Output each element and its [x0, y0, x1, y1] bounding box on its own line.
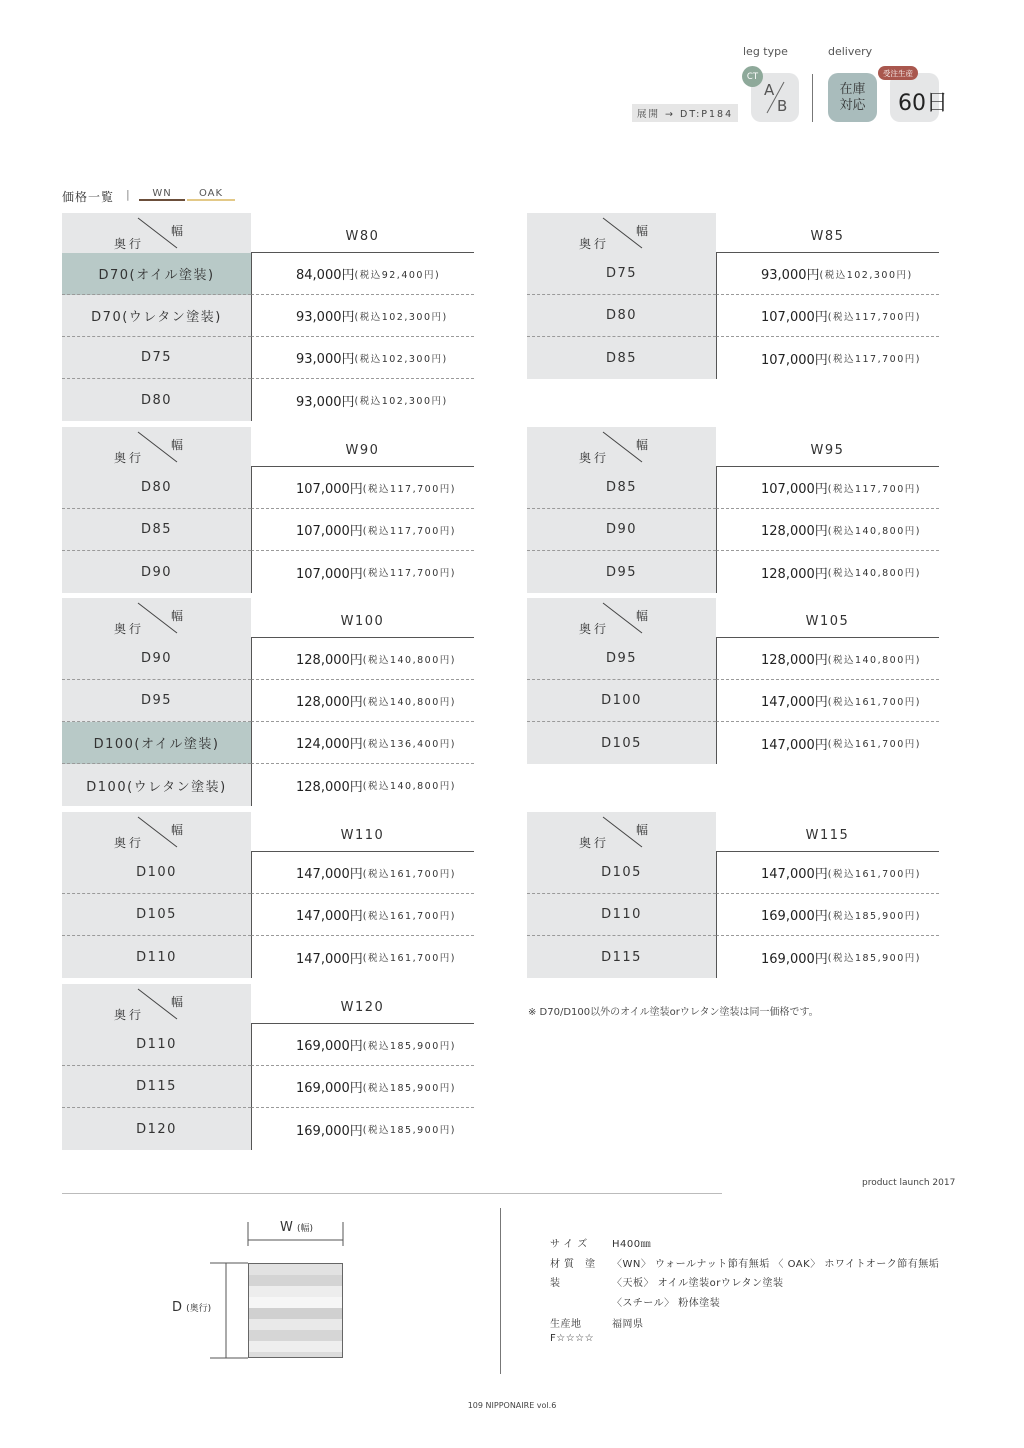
depth-cell: D100: [62, 852, 251, 894]
delivery-days: 60日: [898, 91, 948, 116]
depth-axis-label: 奥行: [114, 1008, 145, 1022]
table-row: [62, 253, 474, 295]
depth-cell: D85: [527, 337, 716, 379]
section-divider: [62, 1193, 722, 1194]
table-row: [62, 551, 474, 593]
depth-axis-label: 奥行: [114, 622, 145, 636]
price-value: 107,000円: [761, 482, 828, 497]
price-value: 147,000円: [296, 909, 363, 924]
table-header: [527, 598, 939, 638]
diagonal-divider-icon: [527, 213, 716, 253]
price-value: 93,000円: [296, 394, 355, 410]
tax-included-price: (税込161,700円): [362, 868, 456, 880]
depth-cell: D105: [527, 722, 716, 764]
tax-included-price: (税込136,400円): [362, 738, 456, 750]
price-cell: [716, 295, 939, 337]
table-row: [62, 467, 474, 509]
tax-included-price: (税込102,300円): [354, 311, 448, 323]
corner-cell: [62, 598, 251, 639]
leg-a-label: A: [764, 81, 775, 99]
table-header: [62, 598, 474, 638]
price-cell: [251, 894, 474, 936]
table-row: [527, 894, 939, 936]
depth-cell: D110: [527, 894, 716, 936]
corner-cell: [527, 598, 716, 639]
price-table: [62, 812, 474, 978]
width-header-cell: [716, 213, 939, 253]
table-row: [527, 680, 939, 722]
price-cell: [716, 638, 939, 680]
price-table: [527, 598, 939, 764]
price-table: [527, 427, 939, 593]
diagonal-divider-icon: [527, 598, 716, 638]
price-table: [62, 213, 474, 421]
price-value: 128,000円: [296, 779, 363, 795]
width-label: W95: [810, 443, 845, 458]
corner-cell: [62, 984, 251, 1025]
table-header: [527, 213, 939, 253]
price-cell: [251, 1066, 474, 1108]
tax-included-price: (税込102,300円): [354, 396, 448, 407]
spec-rating: F☆☆☆☆: [550, 1333, 595, 1344]
tax-included-price: (税込117,700円): [362, 483, 456, 495]
depth-cell: D75: [527, 253, 716, 295]
depth-cell: D70(オイル塗装): [62, 253, 251, 295]
price-value: 169,000円: [296, 1081, 363, 1096]
tax-included-price: (税込140,800円): [827, 568, 921, 579]
tax-included-price: (税込140,800円): [362, 696, 456, 708]
price-value: 107,000円: [296, 566, 363, 582]
price-value: 93,000円: [761, 268, 820, 283]
tax-included-price: (税込140,800円): [362, 654, 456, 666]
tax-included-price: (税込117,700円): [827, 354, 921, 365]
price-cell: [251, 1108, 474, 1150]
width-axis-label: 幅: [636, 823, 649, 837]
table-row: [62, 1024, 474, 1066]
spec-finish-value-steel: 〈スチール〉 粉体塗装: [612, 1298, 721, 1309]
tax-included-price: (税込185,900円): [362, 1082, 456, 1094]
width-axis-label: 幅: [171, 823, 184, 837]
depth-axis-label: 奥行: [114, 836, 145, 850]
width-axis-label: 幅: [636, 224, 649, 238]
price-value: 107,000円: [761, 310, 828, 325]
width-header-cell: [251, 598, 474, 638]
table-row: [62, 379, 474, 421]
tax-included-price: (税込117,700円): [362, 568, 456, 579]
depth-axis-label: 奥行: [114, 451, 145, 465]
price-cell: [251, 467, 474, 509]
depth-cell: D80: [527, 295, 716, 337]
diagram-depth-label: D (奥行): [172, 1300, 212, 1315]
table-row: [62, 722, 474, 764]
width-axis-label: 幅: [171, 438, 184, 452]
table-row: [62, 1108, 474, 1150]
reference-link[interactable]: 展開 → DT:P184: [632, 104, 738, 122]
price-cell: [716, 894, 939, 936]
tax-included-price: (税込92,400円): [354, 269, 441, 281]
width-header-cell: [251, 812, 474, 852]
price-value: 147,000円: [761, 867, 828, 882]
table-row: [62, 852, 474, 894]
tax-included-price: (税込161,700円): [362, 910, 456, 922]
price-value: 147,000円: [761, 737, 828, 753]
price-cell: [251, 680, 474, 722]
tax-included-price: (税込161,700円): [827, 868, 921, 880]
corner-cell: [527, 213, 716, 254]
price-value: 107,000円: [296, 524, 363, 539]
price-value: 147,000円: [296, 951, 363, 967]
tax-included-price: (税込140,800円): [362, 781, 456, 792]
spec-size-label: サイズ: [550, 1239, 592, 1250]
price-table: [62, 427, 474, 593]
table-row: [527, 551, 939, 593]
width-header-cell: [716, 812, 939, 852]
depth-cell: D120: [62, 1108, 251, 1150]
depth-cell: D90: [62, 638, 251, 680]
price-cell: [251, 551, 474, 593]
price-value: 128,000円: [761, 653, 828, 668]
price-cell: [251, 722, 474, 764]
made-to-order-badge: 受注生産: [878, 66, 918, 80]
table-row: [527, 936, 939, 978]
price-value: 147,000円: [296, 867, 363, 882]
width-axis-label: 幅: [171, 995, 184, 1009]
tax-included-price: (税込102,300円): [354, 353, 448, 365]
tax-included-price: (税込117,700円): [827, 483, 921, 495]
spec-material-value: 〈WN〉 ウォールナット節有無垢 〈 OAK〉 ホワイトオーク節有無垢: [612, 1259, 940, 1270]
diagram-width-label: W (幅): [280, 1220, 314, 1235]
ct-badge: CT: [742, 66, 763, 87]
price-value: 169,000円: [761, 951, 828, 967]
width-label: W90: [345, 443, 380, 458]
depth-cell: D95: [527, 551, 716, 593]
depth-cell: D90: [62, 551, 251, 593]
price-value: 93,000円: [296, 352, 355, 367]
table-row: [527, 722, 939, 764]
depth-cell: D115: [62, 1066, 251, 1108]
depth-axis-label: 奥行: [114, 237, 145, 251]
depth-cell: D80: [62, 379, 251, 421]
width-axis-label: 幅: [636, 438, 649, 452]
tax-included-price: (税込140,800円): [827, 654, 921, 666]
table-row: [527, 509, 939, 551]
tabletop-diagram: [248, 1263, 343, 1358]
depth-axis-label: 奥行: [579, 451, 610, 465]
price-cell: [716, 936, 939, 978]
corner-cell: [62, 213, 251, 254]
wood-tag-oak: OAK: [187, 188, 235, 201]
table-row: [527, 852, 939, 894]
depth-cell: D105: [62, 894, 251, 936]
price-value: 169,000円: [296, 1123, 363, 1139]
depth-cell: D70(ウレタン塗装): [62, 295, 251, 337]
price-cell: [716, 722, 939, 764]
page-footer: 109 NIPPONAIRE vol.6: [467, 1401, 557, 1410]
wood-tag-wn: WN: [139, 188, 185, 201]
table-header: [62, 984, 474, 1024]
price-note: ※ D70/D100以外のオイル塗装orウレタン塗装は同一価格です。: [528, 1007, 819, 1018]
price-table: [62, 598, 474, 806]
price-cell: [251, 337, 474, 379]
tax-included-price: (税込185,900円): [827, 910, 921, 922]
table-row: [62, 894, 474, 936]
stock-box: [828, 73, 877, 122]
price-value: 169,000円: [296, 1039, 363, 1054]
tax-included-price: (税込185,900円): [827, 953, 921, 964]
tax-included-price: (税込102,300円): [819, 269, 913, 281]
table-row: [527, 295, 939, 337]
table-row: [62, 295, 474, 337]
depth-cell: D100(ウレタン塗装): [62, 764, 251, 806]
table-row: [62, 764, 474, 806]
table-row: [527, 638, 939, 680]
price-table: [527, 812, 939, 978]
width-axis-label: 幅: [171, 609, 184, 623]
spec-divider: [500, 1208, 501, 1374]
price-table: [527, 213, 939, 379]
table-row: [527, 253, 939, 295]
delivery-label: delivery: [828, 45, 873, 58]
price-value: 128,000円: [296, 695, 363, 710]
price-value: 93,000円: [296, 310, 355, 325]
price-value: 84,000円: [296, 268, 355, 283]
width-header-cell: [716, 427, 939, 467]
price-cell: [716, 467, 939, 509]
depth-cell: D85: [62, 509, 251, 551]
product-launch: product launch 2017: [862, 1178, 956, 1188]
price-cell: [251, 509, 474, 551]
table-row: [62, 638, 474, 680]
table-row: [62, 936, 474, 978]
price-value: 128,000円: [296, 653, 363, 668]
diagonal-divider-icon: [527, 427, 716, 467]
width-label: W85: [810, 229, 845, 244]
depth-cell: D100(オイル塗装): [62, 722, 251, 764]
depth-cell: D110: [62, 1024, 251, 1066]
price-value: 124,000円: [296, 737, 363, 752]
corner-cell: [62, 427, 251, 468]
table-header: [62, 812, 474, 852]
tax-included-price: (税込117,700円): [827, 311, 921, 323]
depth-cell: D95: [62, 680, 251, 722]
depth-cell: D95: [527, 638, 716, 680]
width-header-cell: [251, 427, 474, 467]
title-separator: |: [126, 188, 130, 201]
price-cell: [716, 680, 939, 722]
stock-line2: 対応: [839, 97, 866, 113]
depth-axis-label: 奥行: [579, 622, 610, 636]
width-header-cell: [251, 984, 474, 1024]
width-label: W110: [340, 828, 385, 843]
diagonal-divider-icon: [62, 812, 251, 852]
price-cell: [251, 852, 474, 894]
table-header: [527, 427, 939, 467]
width-axis-label: 幅: [171, 224, 184, 238]
diagonal-divider-icon: [62, 213, 251, 253]
depth-axis-label: 奥行: [579, 237, 610, 251]
price-cell: [251, 295, 474, 337]
table-row: [62, 1066, 474, 1108]
depth-cell: D90: [527, 509, 716, 551]
tax-included-price: (税込185,900円): [362, 1040, 456, 1052]
depth-axis-label: 奥行: [579, 836, 610, 850]
price-value: 107,000円: [761, 352, 828, 368]
table-row: [62, 337, 474, 379]
price-table: [62, 984, 474, 1150]
stock-line1: 在庫: [839, 81, 866, 97]
price-value: 107,000円: [296, 482, 363, 497]
width-label: W105: [805, 614, 850, 629]
width-label: W120: [340, 1000, 385, 1015]
diagonal-divider-icon: [62, 427, 251, 467]
price-value: 147,000円: [761, 695, 828, 710]
depth-cell: D75: [62, 337, 251, 379]
price-list-title: 価格一覧: [62, 190, 115, 204]
diagonal-divider-icon: [62, 598, 251, 638]
price-value: 169,000円: [761, 909, 828, 924]
spec-material-label: 材質 塗: [550, 1259, 600, 1270]
spec-origin-value: 福岡県: [612, 1319, 644, 1330]
depth-cell: D115: [527, 936, 716, 978]
spec-finish-label: 装: [550, 1278, 564, 1289]
diagonal-divider-icon: [62, 984, 251, 1024]
corner-cell: [527, 427, 716, 468]
tax-included-price: (税込140,800円): [827, 525, 921, 537]
width-label: W100: [340, 614, 385, 629]
price-cell: [251, 1024, 474, 1066]
table-row: [62, 509, 474, 551]
width-label: W80: [345, 229, 380, 244]
depth-cell: D80: [62, 467, 251, 509]
price-value: 128,000円: [761, 524, 828, 539]
spec-size-value: H400㎜: [612, 1239, 652, 1250]
tax-included-price: (税込185,900円): [362, 1125, 456, 1136]
leg-b-label: B: [777, 97, 788, 115]
tax-included-price: (税込117,700円): [362, 525, 456, 537]
price-cell: [251, 936, 474, 978]
price-cell: [251, 638, 474, 680]
depth-cell: D110: [62, 936, 251, 978]
table-row: [62, 680, 474, 722]
price-cell: [716, 253, 939, 295]
depth-cell: D105: [527, 852, 716, 894]
header-divider: [812, 74, 813, 122]
width-header-cell: [716, 598, 939, 638]
corner-cell: [62, 812, 251, 853]
price-cell: [716, 551, 939, 593]
table-row: [527, 467, 939, 509]
price-cell: [716, 852, 939, 894]
width-axis-label: 幅: [636, 609, 649, 623]
depth-cell: D85: [527, 467, 716, 509]
corner-cell: [527, 812, 716, 853]
spec-finish-value-top: 〈天板〉 オイル塗装orウレタン塗装: [612, 1278, 784, 1289]
width-label: W115: [805, 828, 850, 843]
price-cell: [251, 379, 474, 421]
price-value: 128,000円: [761, 566, 828, 582]
leg-type-label: leg type: [743, 45, 788, 58]
price-cell: [716, 337, 939, 379]
tax-included-price: (税込161,700円): [362, 953, 456, 964]
price-cell: [716, 509, 939, 551]
tax-included-price: (税込161,700円): [827, 739, 921, 750]
tax-included-price: (税込161,700円): [827, 696, 921, 708]
spec-origin-label: 生産地: [550, 1319, 582, 1330]
table-header: [62, 427, 474, 467]
price-cell: [251, 253, 474, 295]
table-row: [527, 337, 939, 379]
diagonal-divider-icon: [527, 812, 716, 852]
price-cell: [251, 764, 474, 806]
width-header-cell: [251, 213, 474, 253]
depth-cell: D100: [527, 680, 716, 722]
table-header: [62, 213, 474, 253]
table-header: [527, 812, 939, 852]
